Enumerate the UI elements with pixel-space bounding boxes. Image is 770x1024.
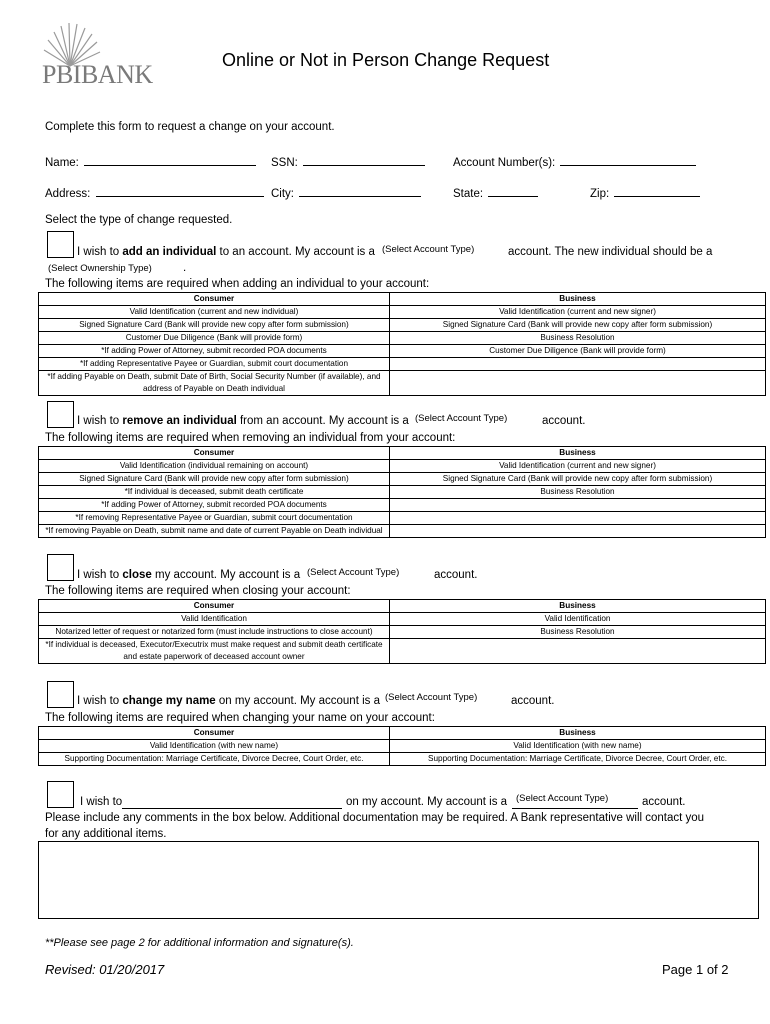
table-row [39, 319, 766, 332]
table-cell: Valid Identification (current and new signer) [390, 460, 766, 473]
consumer-header: Consumer [39, 600, 390, 613]
table-row [39, 345, 766, 358]
address-label: Address: [45, 188, 91, 200]
other-post: account. [642, 796, 686, 808]
table-row [39, 371, 766, 396]
table-cell [390, 639, 766, 664]
business-header: Business [390, 727, 766, 740]
table-cell: Business Resolution [390, 486, 766, 499]
table-row [39, 473, 766, 486]
table-cell: *If adding Representative Payee or Guardian, submit court documentation [39, 358, 390, 371]
consumer-header: Consumer [39, 293, 390, 306]
table-cell: *If individual is deceased, submit death certificate [39, 486, 390, 499]
business-header: Business [390, 447, 766, 460]
table-row [39, 332, 766, 345]
close-pre: I wish to [77, 569, 123, 581]
table-cell: Customer Due Diligence (Bank will provide form) [39, 332, 390, 345]
add-mid: to an account. My account is a [216, 246, 375, 258]
remove-individual-line [77, 415, 409, 427]
table-row [39, 740, 766, 753]
table-cell: Supporting Documentation: Marriage Certificate, Divorce Decree, Court Order, etc. [39, 753, 390, 766]
table-cell: Signed Signature Card (Bank will provide new copy after form submission) [390, 473, 766, 486]
other-account-type-select[interactable]: (Select Account Type) [516, 793, 609, 804]
table-cell: Signed Signature Card (Bank will provide new copy after form submission) [390, 319, 766, 332]
other-request-checkbox[interactable] [47, 781, 74, 808]
table-cell: Business Resolution [390, 332, 766, 345]
address-field[interactable] [96, 184, 264, 197]
other-pre: I wish to [80, 796, 123, 808]
table-cell: Signed Signature Card (Bank will provide new copy after form submission) [39, 473, 390, 486]
add-bold: add an individual [122, 246, 217, 258]
add-requirements-table [38, 292, 766, 396]
page-number: Page 1 of 2 [662, 962, 729, 977]
zip-field[interactable] [614, 184, 700, 197]
remove-post: account. [542, 415, 586, 427]
table-cell: *If adding Power of Attorney, submit recorded POA documents [39, 499, 390, 512]
city-row [271, 184, 421, 200]
comments-instructions-2: for any additional items. [45, 828, 167, 840]
other-request-field[interactable] [122, 808, 342, 809]
comments-box[interactable] [38, 841, 759, 919]
table-row [39, 525, 766, 538]
remove-individual-checkbox[interactable] [47, 401, 74, 428]
consumer-header: Consumer [39, 727, 390, 740]
name-change-pre: I wish to [77, 695, 123, 707]
table-cell: Notarized letter of request or notarized form (must include instructions to close account) [39, 626, 390, 639]
state-field[interactable] [488, 184, 538, 197]
ownership-type-select[interactable]: (Select Ownership Type) [48, 263, 152, 274]
table-cell: *If removing Payable on Death, submit name and date of current Payable on Death individual [39, 525, 390, 538]
name-change-account-type-select[interactable]: (Select Account Type) [385, 692, 478, 703]
address-row [45, 184, 264, 200]
change-name-checkbox[interactable] [47, 681, 74, 708]
table-cell: Customer Due Diligence (Bank will provide form) [390, 345, 766, 358]
table-cell: Supporting Documentation: Marriage Certificate, Divorce Decree, Court Order, etc. [390, 753, 766, 766]
table-cell [390, 499, 766, 512]
city-field[interactable] [299, 184, 421, 197]
account-numbers-row [453, 153, 696, 169]
consumer-header: Consumer [39, 447, 390, 460]
close-account-checkbox[interactable] [47, 554, 74, 581]
change-name-line [77, 695, 380, 707]
table-row [39, 753, 766, 766]
city-label: City: [271, 188, 294, 200]
table-cell: *If adding Power of Attorney, submit recorded POA documents [39, 345, 390, 358]
close-mid: my account. My account is a [151, 569, 301, 581]
name-change-required-text: The following items are required when changing your name on your account: [45, 712, 435, 724]
state-label: State: [453, 188, 484, 200]
account-numbers-field[interactable] [560, 153, 696, 166]
add-required-text: The following items are required when adding an individual to your account: [45, 278, 430, 290]
remove-bold: remove an individual [122, 415, 237, 427]
close-requirements-table [38, 599, 766, 664]
other-mid: on my account. My account is a [346, 796, 508, 808]
table-row [39, 626, 766, 639]
name-change-post: account. [511, 695, 555, 707]
zip-row [590, 184, 700, 200]
ssn-row [271, 153, 425, 169]
remove-requirements-table [38, 446, 766, 538]
table-row [39, 486, 766, 499]
close-required-text: The following items are required when closing your account: [45, 585, 351, 597]
table-cell: Valid Identification [390, 613, 766, 626]
add-individual-checkbox[interactable] [47, 231, 74, 258]
select-type-label: Select the type of change requested. [45, 214, 233, 226]
name-field[interactable] [84, 153, 256, 166]
table-cell: Valid Identification (individual remaining on account) [39, 460, 390, 473]
add-pre: I wish to [77, 246, 123, 258]
table-row [39, 639, 766, 664]
zip-label: Zip: [590, 188, 610, 200]
name-row [45, 153, 256, 169]
logo-text: PBIBANK [42, 60, 153, 89]
revised-date: Revised: 01/20/2017 [45, 962, 165, 977]
remove-account-type-select[interactable]: (Select Account Type) [415, 413, 508, 424]
table-cell: Valid Identification (current and new individual) [39, 306, 390, 319]
table-cell [390, 371, 766, 396]
table-cell: Valid Identification [39, 613, 390, 626]
ssn-label: SSN: [271, 157, 298, 169]
table-cell: Valid Identification (with new name) [390, 740, 766, 753]
table-cell: *If individual is deceased, Executor/Executrix must make request and submit death certificate and estate paperwork of deceased account owner [39, 639, 390, 664]
ssn-field[interactable] [303, 153, 425, 166]
add-individual-line [77, 246, 375, 258]
table-cell [390, 512, 766, 525]
intro-text: Complete this form to request a change on your account. [45, 121, 335, 133]
table-cell: Valid Identification (with new name) [39, 740, 390, 753]
comments-instructions: Please include any comments in the box below. Additional documentation may be required. A Bank representative will contact you [45, 812, 705, 824]
add-post2: . [183, 262, 187, 274]
close-account-type-select[interactable]: (Select Account Type) [307, 567, 400, 578]
other-account-type-underline [512, 808, 638, 809]
add-account-type-select[interactable]: (Select Account Type) [382, 244, 475, 255]
remove-mid: from an account. My account is a [236, 415, 409, 427]
table-cell: *If removing Representative Payee or Guardian, submit court documentation [39, 512, 390, 525]
state-row [453, 184, 538, 200]
remove-pre: I wish to [77, 415, 123, 427]
close-post: account. [434, 569, 478, 581]
table-cell: Signed Signature Card (Bank will provide new copy after form submission) [39, 319, 390, 332]
business-header: Business [390, 293, 766, 306]
table-cell: Business Resolution [390, 626, 766, 639]
table-row [39, 613, 766, 626]
table-row [39, 460, 766, 473]
remove-required-text: The following items are required when removing an individual from your account: [45, 432, 456, 444]
table-row [39, 512, 766, 525]
name-change-mid: on my account. My account is a [215, 695, 380, 707]
close-account-line [77, 569, 300, 581]
account-numbers-label: Account Number(s): [453, 157, 556, 169]
page-title: Online or Not in Person Change Request [222, 50, 550, 70]
table-cell: *If adding Payable on Death, submit Date of Birth, Social Security Number (if available), and address of Payable on Death individual [39, 371, 390, 396]
close-bold: close [122, 569, 152, 581]
table-row [39, 306, 766, 319]
name-label: Name: [45, 157, 79, 169]
page-2-note: **Please see page 2 for additional information and signature(s). [45, 937, 354, 949]
add-post: account. The new individual should be a [508, 246, 713, 258]
bank-logo [40, 20, 153, 90]
table-cell [390, 358, 766, 371]
table-cell: Valid Identification (current and new signer) [390, 306, 766, 319]
name-change-requirements-table [38, 726, 766, 766]
business-header: Business [390, 600, 766, 613]
table-cell [390, 525, 766, 538]
table-row [39, 358, 766, 371]
table-row [39, 499, 766, 512]
name-change-bold: change my name [122, 695, 216, 707]
